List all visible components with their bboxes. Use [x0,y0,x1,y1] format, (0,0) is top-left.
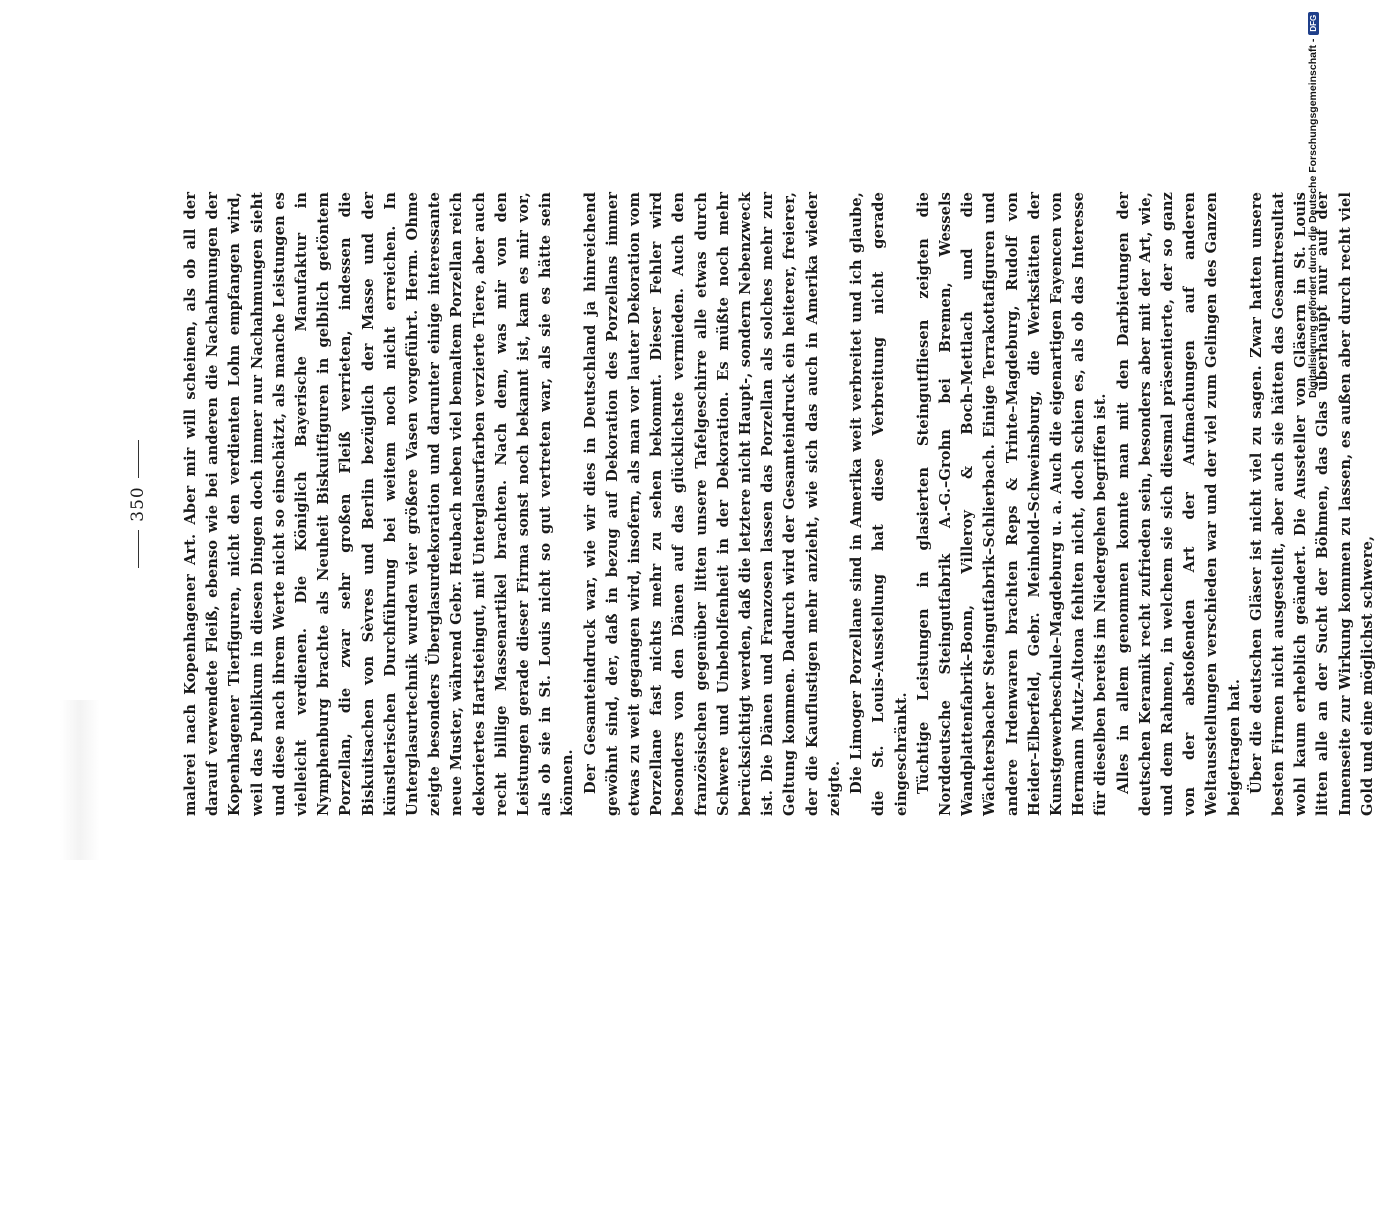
paragraph-3: Die Limoger Porzellane sind in Amerika weit verbreitet und ich glaube, die St. Louis-Ausstellung hat diese Verbreitung nicht gerade eingeschränkt. [848,192,910,816]
paragraph-6: Über die deutschen Gläser ist nicht viel zu sagen. Zwar hatten unsere besten Firmen nicht ausgestellt, aber auch sie hätten das Gesamtresultat wohl kaum erheblich geändert. Die Aussteller von Gläsern in St. Louis litten alle an der Sucht der Böhmen, das Glas überhaupt nur auf der Innenseite zur Wirkung kommen zu lassen, es außen aber durch recht viel Gold und eine möglichst schwere, [1247,192,1376,816]
page-number-header [128,192,148,816]
dash-left [138,530,139,568]
digitization-note [1300,10,1324,400]
paragraph-5: Alles in allem genommen konnte man mit den Darbietungen der deutschen Keramik recht zufrieden sein, besonders aber mit der Art, wie, und dem Rahmen, in welchem sie sich diesmal präsentierte, der so ganz von der abstoßenden Art der Aufmachungen auf anderen Weltausstellungen verschieden war und der viel zum Gelingen des Ganzen beigetragen hat. [1114,192,1243,816]
dfg-logo: DFG [1308,12,1319,35]
digitization-note-text: Digitalisierung gefördert durch die Deutsche Forschungsgemeinschaft - [1307,38,1319,398]
paragraph-2: Der Gesamteindruck war, wie wir dies in Deutschland ja hinreichend gewöhnt sind, der, daß in bezug auf Dekoration des Porzellans immer etwas zu weit gegangen wird, insofern, als man vor lauter Dekoration vom Porzellane fast nichts mehr zu sehen bekommt. Dieser Fehler wird besonders von den Dänen auf das glücklichste vermieden. Auch den französischen gegenüber litten unsere Tafelgeschirre alle etwas durch Schwere und Unbeholfenheit in der Dekoration. Es müßte noch mehr berücksichtigt werden, daß die letztere nicht Haupt-, sondern Nebenzweck ist. Die Dänen und Franzosen lassen das Porzellan als solches mehr zur Geltung kommen. Dadurch wird der Gesamteindruck ein heiterer, freierer, der die Kauflustigen mehr anzieht, wie sich das auch in Amerika wieder zeigte. [581,192,843,816]
paragraph-1: malerei nach Kopenhagener Art. Aber mir will scheinen, als ob all der darauf verwendete Fleiß, ebenso wie bei anderen die Nachahmungen der Kopenhagener Tierfiguren, nicht den verdienten Lohn empfangen wird, weil das Publikum in diesen Dingen doch immer nur Nachahmungen sieht und diese nach ihrem Werte nicht so einschätzt, als manche Leistungen es vielleicht verdienen. Die Königlich Bayerische Manufaktur in Nymphenburg brachte als Neuheit Biskuitfiguren in gelblich getöntem Porzellan, die zwar sehr großen Fleiß verrieten, indessen die Biskuitsachen von Sèvres und Berlin bezüglich der Masse und der künstlerischen Durchführung bei weitem noch nicht erreichen. In Unterglasurtechnik wurden vier größere Vasen vorgeführt. Herm. Ohme zeigte besonders Überglasurdekoration und darunter einige interessante neue Muster, während Gebr. Heubach neben viel bemaltem Porzellan reich dekoriertes Hartsteingut, mit Unterglasurfarben verzierte Tiere, aber auch recht billige Massenartikel brachten. Nach dem, was mir von den Leistungen gerade dieser Firma sonst noch bekannt ist, kam es mir vor, als ob sie in St. Louis nicht so gut vertreten war, als sie es hätte sein können. [182,192,577,816]
dash-right [138,440,139,478]
scan-margin-shadow [60,700,100,860]
digitization-note-rotated [1303,8,1323,398]
paragraph-4: Tüchtige Leistungen in glasierten Steingutfliesen zeigten die Norddeutsche Steingutfabrik A.-G.–Grohn bei Bremen, Wessels Wandplattenfabrik–Bonn, Villeroy & Boch–Mettlach und die Wächtersbacher Steingutfabrik–Schlierbach. Einige Terrakottafiguren und andere Irdenwaren brachten Reps & Trinte–Magdeburg, Rudolf von Heider–Elberfeld, Gebr. Meinhold–Schweinsburg, die Werkstätten der Kunstgewerbeschule–Magdeburg u. a. Auch die eigenartigen Fayencen von Hermann Mutz–Altona fehlten nicht, doch schien es, als ob das Interesse für dieselben bereits im Niedergehen begriffen ist. [914,192,1110,816]
page-number: 350 [128,486,148,522]
